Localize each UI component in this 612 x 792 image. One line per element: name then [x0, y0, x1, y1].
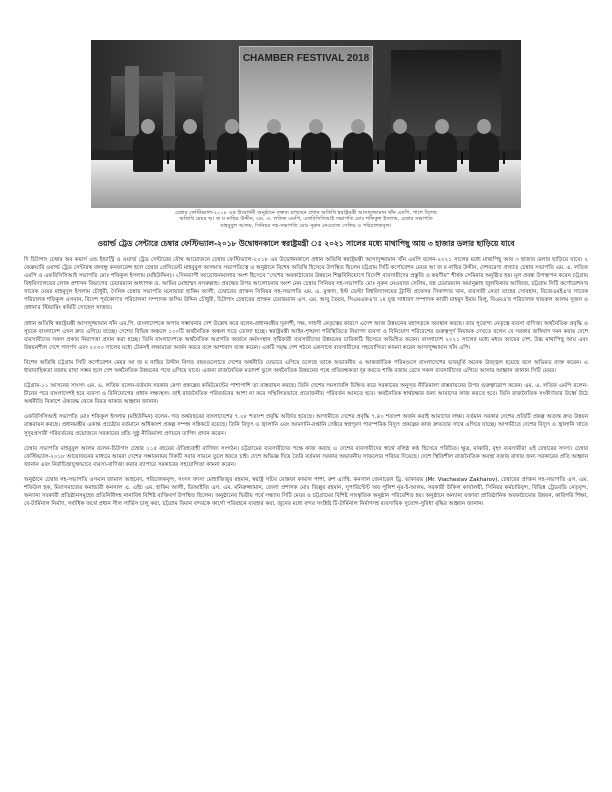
- photo-person-head: [267, 119, 281, 134]
- photo-person-head: [477, 119, 491, 134]
- photo-microphone: [461, 152, 463, 164]
- article-body: [24, 256, 588, 508]
- photo-microphone: [335, 152, 337, 164]
- photo-person: [217, 132, 247, 172]
- photo-person-head: [351, 119, 365, 134]
- photo-microphone: [293, 152, 295, 164]
- festival-banner-text: CHAMBER FESTIVAL 2018: [242, 53, 370, 64]
- photo-person-head: [435, 119, 449, 134]
- photo-microphone: [251, 152, 253, 164]
- photo-person: [385, 132, 415, 172]
- photo-person-head: [309, 119, 323, 134]
- article-paragraph: প্রধান অতিথি স্বরাষ্ট্রমন্ত্রী আসাদুজ্জামান খাঁন এম.পি. বাংলাদেশকে অপার সম্ভাবনার দেশ উল্লেখ করে বলেন-প্রধানমন্ত্রীর দূরদর্শী, দক্ষ, সাহসী নেতৃত্বের কারণে এদেশ আজ উন্নয়নের মহাসড়কে অবস্থান করছে। তার সুযোগ্য নেতৃত্বে ব্যবসা বাণিজ্য অর্থনৈতিক প্রবৃদ্ধি ও সূচকে বাংলাদেশ এখন দ্রুত এগিয়ে যাচ্ছে। দেশের বিভিন্ন অঞ্চলে ১০০টি অর্থনৈতিক অঞ্চল গড়ে তোলা হচ্ছে। স্বরাষ্ট্রমন্ত্রী আইন-শৃঙ্খলা পরিস্থিতিতে নিরাপদ ব্যবসা ও বিনিয়োগ পরিবেশের গুরুত্বপূর্ণ নিয়ামক দেখতে বলেন যে সরকার জঙ্গিবাদ দমন করায় দেশে ব্যবসায়ীদের সকল প্রকার নিরাপত্তা প্রদান করা হচ্ছে। তিনি বাংলাদেশকে অর্থনৈতিক অগ্রগতি অর্জনে কর্মসংস্থান সৃষ্টিকারী ব্যবসায়ীদের উন্নয়নের চাবিকাঠি হিসেবে অভিহিত করেন। বাংলাদেশ ২০২১ সালের মধ্যে মধ্যম আয়ের দেশ, উচ্চ মাথাপিছু আয় এবং উন্নয়নশীল দেশে পদার্পণ এবং ২০৩০ সালের মধ্যে টেকসই লক্ষ্যমাত্রা অর্জন করবে বলে আশাবাদ ব্যক্ত করেন। একটি সমৃদ্ধ দেশ গঠনে একসাথে ব্যবসায়ীদের সহযোগিতা কামনা করেন আসাদুজ্জামান খাঁন এপি।: [24, 320, 588, 351]
- photo-person-head: [183, 119, 197, 134]
- photo-person: [133, 132, 163, 172]
- photo-microphone: [419, 152, 421, 164]
- photo-tower-graphic: [125, 66, 139, 136]
- event-photo: [91, 40, 521, 208]
- photo-person: [427, 132, 457, 172]
- photo-person-head: [393, 119, 407, 134]
- photo-tower-graphic: [163, 72, 175, 136]
- article-paragraph: অনুষ্ঠানে চেম্বার সহ-সভাপতি ওসমান জামাল আহমেদ, পরিচালকবৃন্দ, সংসদ সদস্য মোহাজিজুর রহমান, স্বরাষ্ট্র সচিব মোস্তফা কামাল পাশা, রুশ এ্যাম্বি. কনসাল জেনারেল ড্রি. ভাকারভ (Mr. Viacheslav Zakharov), চেম্বারের প্রাক্তন সহ-সভাপতি এস. এম. শফিউল হক, মিয়াসমাজের কমান্ডারী কনসাল এ. এইচ এম. হাকিম আলী, ডিআইজি এস. এম. মনিরুজ্জামান, জেলা প্রশাসক মোঃ জিল্লুর রহমান, সুপারিন্টেন্ট অব পুলিশ নূর-ই-আলম, সরকারী উকিল কার্যালয়ী, সিনিয়র কর্মচারিবৃন্দ, বিভিন্ন ট্রেডবডি নেতৃবৃন্দ, অন্যান্য সরকারী প্রতিষ্ঠানসমূহের প্রতিনিধিসহ নানাবিধ বিশিষ্ট ব্যক্তিবর্গ উপস্থিত ছিলেন। অনুষ্ঠানের দ্বিতীয় পর্বে সন্ধ্যায় সিটি মেয়র ও চট্টগ্রামের বিশিষ্ট সাংস্কৃতিক অনুষ্ঠান পরিবেশিত হয়। অনুষ্ঠানে অন্যান্য বক্তারা প্রাতিষ্ঠানিক অবকাঠামোর উন্নয়ন, কারিগরি শিক্ষা, বে-টার্মিনাল নির্মাণ, সর্বাধিক অর্থে প্রধান সীল সার্ভিস চালু করা, চট্টগ্রাম বিমান বন্দরকে কার্গো পরিবহনে ব্যবহার করা, জুনের মধ্যে বন্দর সংশ্লিষ্ট টি-টার্মিনাল নির্মাণসহ ব্যবসায়িক সুযোগ-সুবিধা বৃদ্ধির আহ্বান জানান।: [24, 476, 588, 508]
- photo-person: [343, 132, 373, 172]
- article-paragraph: চেম্বার সভাপতি মাহবুবুল আলম বলেন-চিটাগাং চেম্বার ১১৫ বছরের ঐতিহ্যবাহী বাণিজ্য সংগঠন। চট্টগ্রামের ব্যবসায়ীদের পক্ষে কাজ করছে এ দেশের ব্যবসায়ীদের স্বার্থে বলিষ্ঠ কণ্ঠ হিসেবে পরিচিত। ক্ষুদ্র, মাঝারি, বৃহৎ ব্যবসায়ীরা এই চেম্বারের সদস্য। চেম্বার ফেস্টিভ্যাল-২০১৮ আয়োজনের মাধ্যমে আমরা দেশের সম্ভাবনাময় দিকটি সবার সামনে তুলে ধরতে চাই। দেশে অভিজ্ঞ দিয়ে তৈরি বর্তমান সরকার অভাবনীয় সাফল্যের পরিচয় দিয়েছে। দেশে স্থিতিশীল রাজনৈতিক অবস্থা বজায় রাখার জন্য সরকারের প্রতি আহ্বান জানান এবং নির্বাচিত্তাযুক্তভাবে ব্যবসা-বাণিজ্য করার ব্যাপারে সরকারের সহযোগিতা কামনা করেন।: [24, 445, 588, 468]
- photo-caption: [86, 210, 526, 229]
- photo-microphone: [377, 152, 379, 164]
- photo-microphone: [209, 152, 211, 164]
- caption-line: চেম্বার ফেস্টিভ্যাল-২০১৮ এর উদ্বোধনী অনুষ্ঠানে বক্তব্য রাখছেন প্রধান অতিথি স্বরাষ্ট্রমন্ত্রী আসাদুজ্জামান খাঁন এমপি, পাশে বিশেষ: [175, 210, 437, 216]
- photo-person: [301, 132, 331, 172]
- photo-person: [259, 132, 289, 172]
- article-paragraph: এফবিসিসিআই সভাপতি মোঃ শফিকুল ইসলাম (মহিউদ্দিন) বলেন- গত অর্থবছরের বাংলাদেশের ৭.২৮ শতাংশ প্রবৃদ্ধি অর্জিত হয়েছে। আগামীতে দেশের প্রবৃদ্ধি ৭.৪০ শতাংশ অর্জন করাই আমাদের লক্ষ্য। বর্তমান সরকার দেশের প্রতিটি প্রকল্প অত্যন্ত দ্রুত উন্নয়ন বাস্তবায়ন করছে। প্রধানমন্ত্রীর একান্ত প্রচেষ্টায় বর্তমানে অধিকাংশ প্রকল্প সম্পন্ন সন্নিকটে রয়েছে। তিনি বিদ্যুৎ ও জ্বালানি এবং আমদানি-রপ্তানি সেক্টরে স্বপ্নপূরণ পারস্পরিক বিদ্যুৎ প্রকল্পের কাজ দ্রুততার সাথে এগিয়ে যাচ্ছে। আগামীতে দেশের বিদ্যুৎ ও জ্বালানি খাতে সুদূরপ্রসারী পরিবর্তনের প্রয়োজনে সরকারের প্রতি সুষ্ঠু নীতিমালা প্রণয়নে তাগিদ প্রদান করেন।: [24, 414, 588, 437]
- photo-microphone: [503, 152, 505, 164]
- article-paragraph: চট্টগ্রাম-১১ আসনের সাংসদ এম. এ. লতিফ বলেন-বর্তমান সরকার মেগা প্রকল্পের কমিটমেন্টের পাশাপাশি তা বাস্তবায়ন করছে। তিনি দেশের সমস্যাবলি চিহ্নিত করে সরকারের অনুসৃত নীতিমালা বাস্তবায়নের উপর গুরুত্বারোপ করেন। এম. এ. লতিফ এমপি বলেন-চীনের পরে বাংলাদেশই হবে ব্যবসা ও বিনিয়োগের প্রধান লক্ষ্যস্থল। তাই রাজনৈতিক পরিবর্তনের আশা না করে সম্মিলিতভাবে প্রয়োজনীয় পরিবর্তন আনতে হবে। অর্থনৈতিক স্বার্থরক্ষার জন্য আমাদের কাজ করতে হবে। তিনি রাজনৈতিক সংকীর্ণতার উর্ধ্বে উঠে অর্থনীতি বিকাশে ঐক্যবদ্ধ থেকে বিরত থাকার আহ্বান জানান।: [24, 383, 588, 406]
- document-page: [24, 40, 588, 515]
- caption-line: মাহবুবুল আলম, সিনিয়র সহ-সভাপতি মোঃ নূরুন নেওয়াজ সেলিম ও পরিচালকবৃন্দ।: [220, 222, 392, 229]
- article-headline: ওয়ার্ল্ড ট্রেড সেন্টারে চেম্বার ফেস্টিভ্যাল-২০১৮ উদ্বোধনকালে স্বরাষ্ট্রমন্ত্রী ঃ ২০২১ সালের মধ্যে মাথাপিছু আয় ৩ হাজার ডলার ছাড়িয়ে যাবে: [97, 238, 515, 248]
- photo-person: [469, 132, 499, 172]
- photo-person: [175, 132, 205, 172]
- article-paragraph: বিশেষ অতিথি চট্টগ্রাম সিটি কর্পোরেশন মেয়র আ জ ম নাছির উদ্দীন বিগত বছরগুলোতে দেশের অর্থনীতি যেভাবে এগিয়ে চলেছে তাকে অভাবনীয় ও আন্তর্জাতিক পরিমণ্ডলে বাংলাদেশের ভাবমূর্তি অনেক উজ্জ্বল হয়েছে বলে অভিমত ব্যক্ত করেন। এ ধারাবাহিকতা বজায় রাখা সম্ভব হলে দেশ অর্থনৈতিক উন্নয়নের পথে এগিয়ে যাবে। এজন্য রাজনৈতিক মতাদর্শ ভুলে অর্থনৈতিক উন্নয়নের পথে প্রতিবন্ধকতা দূর করতে শান্তি বজায় রেখে সকল ব্যবসায়ীদের এগিয়ে আসার আহ্বান জানান সিটি মেয়র।: [24, 359, 588, 375]
- photo-person-head: [141, 119, 155, 134]
- caption-line: অতিথি মেয়র আ জ ম নাছির উদ্দীন, এম. এ. লতিফ এমপি, এফবিসিসিআই সভাপতি মোঃ শফিকুল ইসলাম, চেম্বার সভাপতি: [179, 216, 433, 223]
- article-paragraph: দি চিটাগাং চেম্বার অব কমার্স এন্ড ইন্ডাস্ট্রি ও ওয়ার্ল্ড ট্রেড সেন্টারের যৌথ আয়োজনে চেম্বার ফেস্টিভ্যাল-২০১৮ এর উদ্বোধনকালে প্রধান অতিথি স্বরাষ্ট্রমন্ত্রী আসাদুজ্জামান খাঁন এমপি বলেন-২০২১ সালের মধ্যে মাথাপিছু আয় ৩ হাজার ডলার ছাড়িয়ে যাবে। ২ ফেব্রুয়ারি ওয়ার্ল্ড ট্রেড সেন্টারস্থ বঙ্গবন্ধু কনফারেন্স হলে চেম্বার প্রেসিডেন্ট মাহবুবুল আলম'র সভাপতিত্বে ও অনুষ্ঠানে বিশেষ অতিথি হিসেবে উপস্থিত ছিলেন চট্টগ্রাম সিটি কর্পোরেশন মেয়র আ জ ম নাছির উদ্দীন, দেশবরেণ্য প্রখ্যাত চেম্বার সভাপতি এম. এ. লতিফ এমপি ও এফবিসিসিআই সভাপতি মোঃ শফিকুল ইসলাম (মহিউদ্দিন)। ২দিনব্যাপী আয়োজনমালার অংশ হিসেবে “দেশের অবকাঠামোর উন্নয়নে শিল্পবিনিয়োগে বিদেশি ব্যবসায়ীদের প্রস্তুতি ও করণীয়” শীর্ষক সেমিনার অনুষ্ঠিত হয়। মূল প্রবন্ধ উপস্থাপন করেন চট্টগ্রাম বিশ্ববিদ্যালয়ের লোক প্রশাসন বিভাগের চেয়ারম্যান অধ্যাপক ড. আমির মোহাম্মদ নসরুল্লাহ। প্রবন্ধের উপর আলোচনায় অংশ নেন চেম্বার সিনিয়র সহ-সভাপতি মোঃ নূরুন নেওয়াজ সেলিম, বস্ত্র চেয়ারম্যান অমানুল্লাহ জুলফিকার আজিজ, চট্টগ্রাম সিটি কর্পোরেশন'র সাবেক মেয়র মাহমুদুল ইসলাম চৌধুরী, দৈনিক চেম্বার সভাপতি মনোয়ারা হাকিম আলী, চেম্বারের প্রাক্তন সিনিয়র সহ-সভাপতি এম. এ. মুক্তাদ, ইস্ট ডেল্টা বিশ্ববিদ্যালয়ের ট্রাস্টি প্রফেসর সিকান্দার খান, ব্যবসায়ী নেতা তাহের সোবহান, বিজেএমইএ'র সাবেক পরিচালক শফিকুল ওসমান, বিদেশ পূর্বকোণ'র পরিচালনা সম্পাদক জসিম উদ্দিন চৌধুরী, চিটাগাং চেম্বারের প্রাক্তন চেয়ারম্যান এস. এম. আবু তৈয়ব, সিএমএফএ'র ১ম যুগ্ম সাধারণ সম্পাদক কাজী মাহমুদ ইমাম বিলু, বিএমএ'র পরিচালক খায়রুল আলম সুজন ও প্রধান'র স্টিয়ারিং কমিটি সোহেল সাত্তার।: [24, 256, 588, 312]
- photo-microphone: [167, 152, 169, 164]
- photo-person-head: [225, 119, 239, 134]
